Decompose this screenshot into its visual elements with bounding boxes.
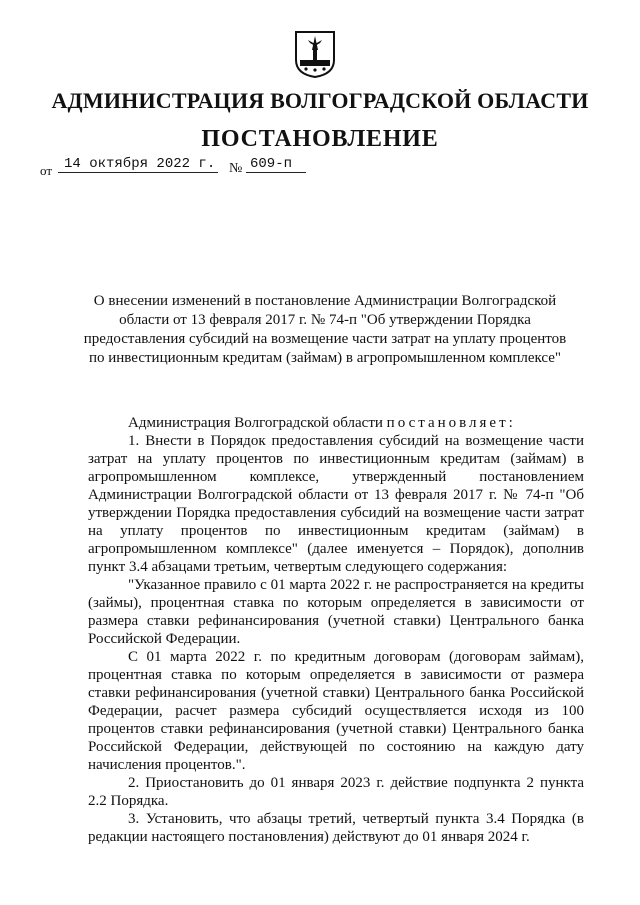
intro-decree-word: постановляет: xyxy=(386,415,516,431)
number-label: № xyxy=(229,161,243,176)
paragraph-2: 2. Приостановить до 01 января 2023 г. действие подпункта 2 пункта 2.2 Порядка. xyxy=(88,775,584,809)
document-number: 609-п xyxy=(246,156,306,173)
document-subject: О внесении изменений в постановление Администрации Волгоградской области от 13 февраля 2017 г. № 74-п "Об утверждении Порядка предоставления субсидий на возмещение части затрат на уплату процентов по инвестиционным кредитам (займам) в агропромышленном комплексе" xyxy=(83,293,567,366)
organization-name: АДМИНИСТРАЦИЯ ВОЛГОГРАДСКОЙ ОБЛАСТИ xyxy=(51,88,589,113)
paragraph-quote-2: С 01 марта 2022 г. по кредитным договорам (договорам займам), процентная ставка по которым определяется в зависимости от размера ставки рефинансирования (учетной ставки) Центрального банка Российской Федерации, расчет размера субсидий осуществляется исходя из 100 процентов ставки рефинансирования (учетной ставки) Центрального банка Российской Федерации, действующей по состоянию на каждую дату начисления процентов.". xyxy=(88,649,584,773)
paragraph-quote-1: "Указанное правило с 01 марта 2022 г. не распространяется на кредиты (займы), процентная ставка по которым определяется в зависимости от размера ставки рефинансирования (учетной ставки) Центрального банка Российской Федерации. xyxy=(88,577,584,647)
coat-of-arms-icon xyxy=(294,30,336,78)
intro-text: Администрация Волгоградской области xyxy=(128,415,383,431)
date-label: от xyxy=(40,163,53,178)
document-date: 14 октября 2022 г. xyxy=(58,156,218,173)
intro-paragraph xyxy=(88,414,584,432)
document-title: ПОСТАНОВЛЕНИЕ xyxy=(201,126,439,152)
document-body xyxy=(88,414,584,846)
paragraph-1: 1. Внести в Порядок предоставления субсидий на возмещение части затрат на уплату процентов по инвестиционным кредитам (займам) в агропромышленном комплексе, утвержденный постановлением Администрации Волгоградской области от 13 февраля 2017 г. № 74-п "Об утверждении Порядка предоставления субсидий на возмещение части затрат на уплату процентов по инвестиционным кредитам (займам) в агропромышленном комплексе" (далее именуется – Порядок), дополнив пункт 3.4 абзацами третьим, четвертым следующего содержания: xyxy=(88,433,584,575)
paragraph-3: 3. Установить, что абзацы третий, четвертый пункта 3.4 Порядка (в редакции настоящего постановления) действуют до 01 января 2024 г. xyxy=(88,811,584,845)
